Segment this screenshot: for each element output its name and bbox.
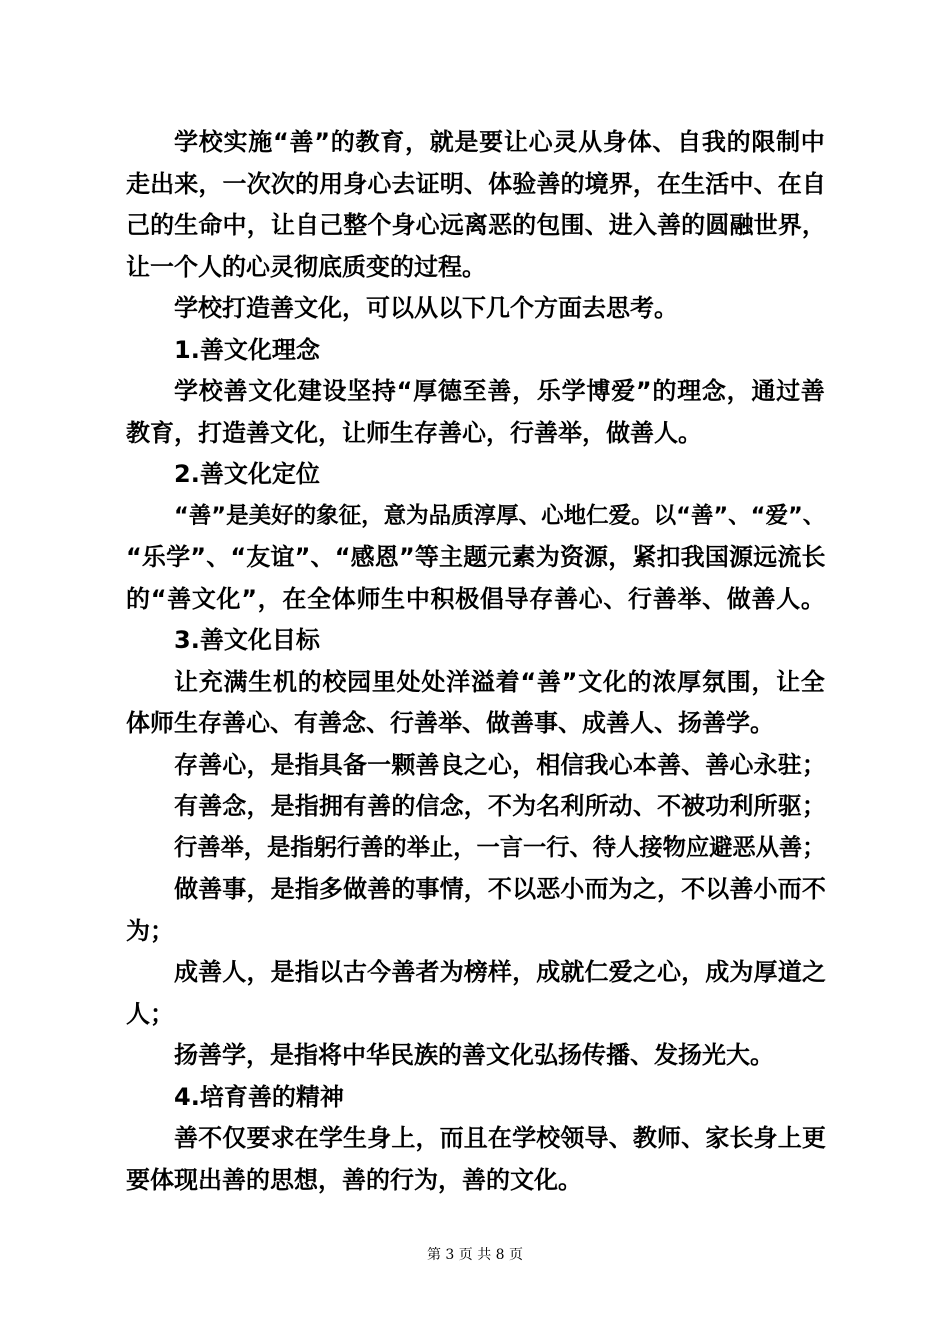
paragraph-line: 人；: [126, 999, 174, 1028]
paragraph-line: 走出来，一次次的用身心去证明、体验善的境界，在生活中、在自: [126, 169, 826, 198]
paragraph-line: 成善人，是指以古今善者为榜样，成就仁爱之心，成为厚道之: [174, 958, 826, 986]
paragraph-line: “善”是美好的象征，意为品质淳厚、心地仁爱。以“善”、“爱”、: [174, 502, 826, 529]
paragraph-line: 教育，打造善文化，让师生存善心，行善举，做善人。: [126, 418, 702, 447]
paragraph-line: 学校善文化建设坚持“厚德至善，乐学博爱”的理念，通过善: [174, 377, 826, 405]
paragraph-line: 做善事，是指多做善的事情，不以恶小而为之，不以善小而不: [174, 875, 826, 903]
paragraph-line: 己的生命中，让自己整个身心远离恶的包围、进入善的圆融世界，: [126, 211, 826, 239]
paragraph-line: 善不仅要求在学生身上，而且在学校领导、教师、家长身上更: [174, 1124, 826, 1152]
paragraph-line: 扬善学，是指将中华民族的善文化弘扬传播、发扬光大。: [174, 1041, 774, 1069]
section-heading-2: 2.善文化定位: [174, 460, 320, 488]
section-heading-3: 3.善文化目标: [174, 626, 320, 654]
paragraph-line: 体师生存善心、有善念、行善举、做善事、成善人、扬善学。: [126, 709, 774, 737]
paragraph-line: 要体现出善的思想，善的行为，善的文化。: [126, 1165, 582, 1194]
paragraph-line: 让一个人的心灵彻底质变的过程。: [126, 252, 486, 281]
section-heading-4: 4.培育善的精神: [174, 1082, 344, 1111]
section-heading-1: 1.善文化理念: [174, 335, 320, 364]
page-footer: 第 3 页 共 8 页: [426, 1247, 524, 1263]
paragraph-line: 存善心，是指具备一颗善良之心，相信我心本善、善心永驻；: [174, 750, 826, 779]
paragraph-line: 的“善文化”，在全体师生中积极倡导存善心、行善举、做善人。: [126, 584, 826, 613]
paragraph-line: 学校实施“善”的教育，就是要让心灵从身体、自我的限制中: [174, 128, 826, 156]
paragraph-line: 学校打造善文化，可以从以下几个方面去思考。: [174, 294, 678, 322]
paragraph-line: “乐学”、“友谊”、“感恩”等主题元素为资源，紧扣我国源远流长: [126, 543, 826, 571]
paragraph-line: 为；: [126, 916, 174, 945]
paragraph-line: 有善念，是指拥有善的信念，不为名利所动、不被功利所驱；: [174, 792, 826, 820]
paragraph-line: 让充满生机的校园里处处洋溢着“善”文化的浓厚氛围，让全: [174, 667, 826, 696]
paragraph-line: 行善举，是指躬行善的举止，一言一行、待人接物应避恶从善；: [174, 833, 826, 861]
